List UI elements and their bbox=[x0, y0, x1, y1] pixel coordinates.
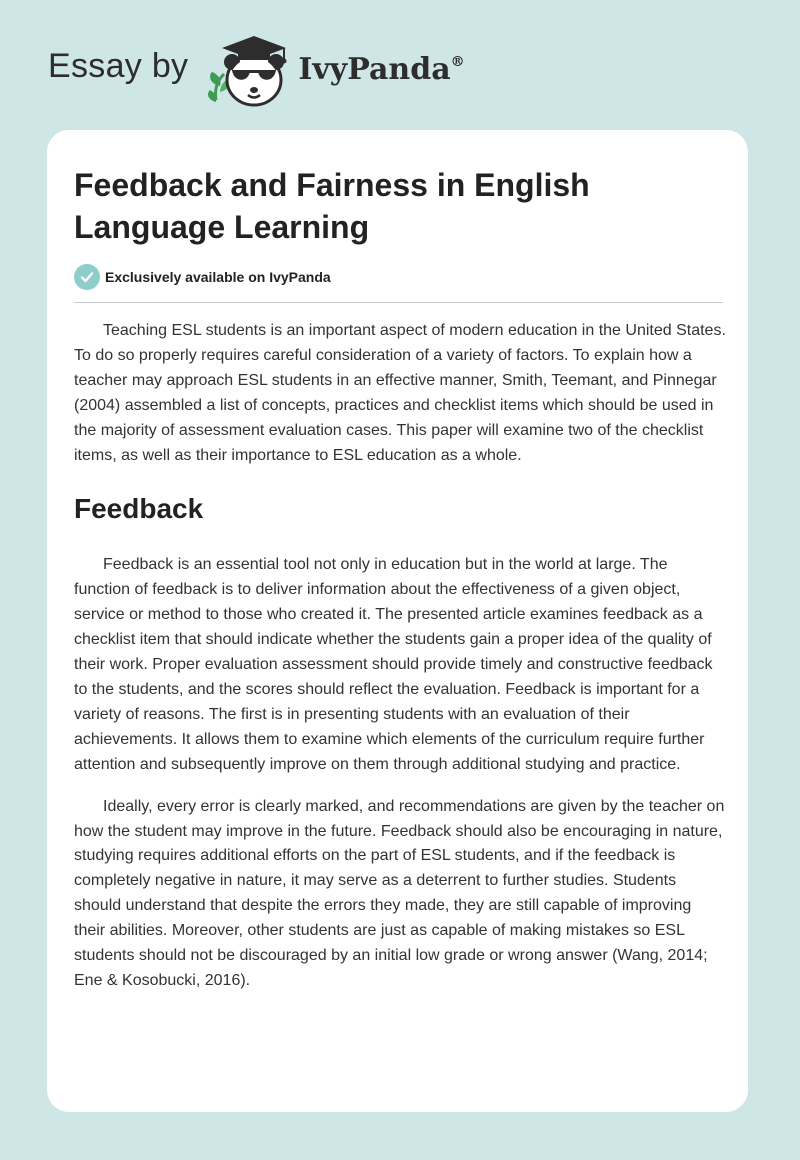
section-heading-feedback: Feedback bbox=[74, 493, 204, 525]
brand-name[interactable]: IvyPanda® bbox=[298, 51, 465, 87]
divider bbox=[74, 302, 723, 303]
panda-graduate-logo-icon[interactable] bbox=[202, 30, 292, 110]
body-paragraph: Ideally, every error is clearly marked, and recommendations are given by the teacher on how the student may improve in the future. Feedback should also be encouraging in nature, studying requires additional efforts on the part of ESL students, and if the feedback is completely negative in nature, it may serve as a deterrent to further studies. Students should understand that despite the errors they made, they are still capable of improving their abilities. Moreover, other students are just as capable of making mistakes so ESL students should not be discouraged by an initial low grade or wrong answer (Wang, 2014; Ene & Kosobucki, 2016). bbox=[74, 797, 725, 989]
check-circle-icon bbox=[74, 264, 100, 290]
body-paragraph: Feedback is an essential tool not only in education but in the world at large. The function of feedback is to deliver information about the effectiveness of a given object, service or method to those who created it. The presented article examines feedback as a checklist item that should indicate whether the students gain a proper idea of the quality of their work. Proper evaluation assessment should provide timely and constructive feedback to the students, and the scores should reflect the evaluation. Feedback is important for a variety of reasons. The first is in presenting students with an evaluation of their achievements. It allows them to examine which elements of the curriculum require further attention and subsequently improve on them through additional studying and practice. bbox=[74, 556, 713, 773]
intro-paragraph: Teaching ESL students is an important aspect of modern education in the United States. To do so properly requires careful consideration of a variety of factors. To explain how a teacher may approach ESL students in an effective manner, Smith, Teemant, and Pinnegar (2004) assembled a list of concepts, practices and checklist items which should be used in the majority of assessment evaluation cases. This paper will examine two of the checklist items, as well as their importance to ESL education as a whole. bbox=[74, 322, 726, 464]
registered-mark: ® bbox=[450, 53, 465, 70]
exclusive-badge-label: Exclusively available on IvyPanda bbox=[105, 269, 331, 285]
essay-card bbox=[47, 130, 748, 1112]
site-header bbox=[48, 30, 465, 110]
exclusive-badge bbox=[74, 264, 331, 290]
essay-by-label: Essay by bbox=[48, 46, 189, 85]
page-title: Feedback and Fairness in English Language Learning bbox=[74, 167, 590, 245]
essay-body bbox=[74, 319, 726, 994]
